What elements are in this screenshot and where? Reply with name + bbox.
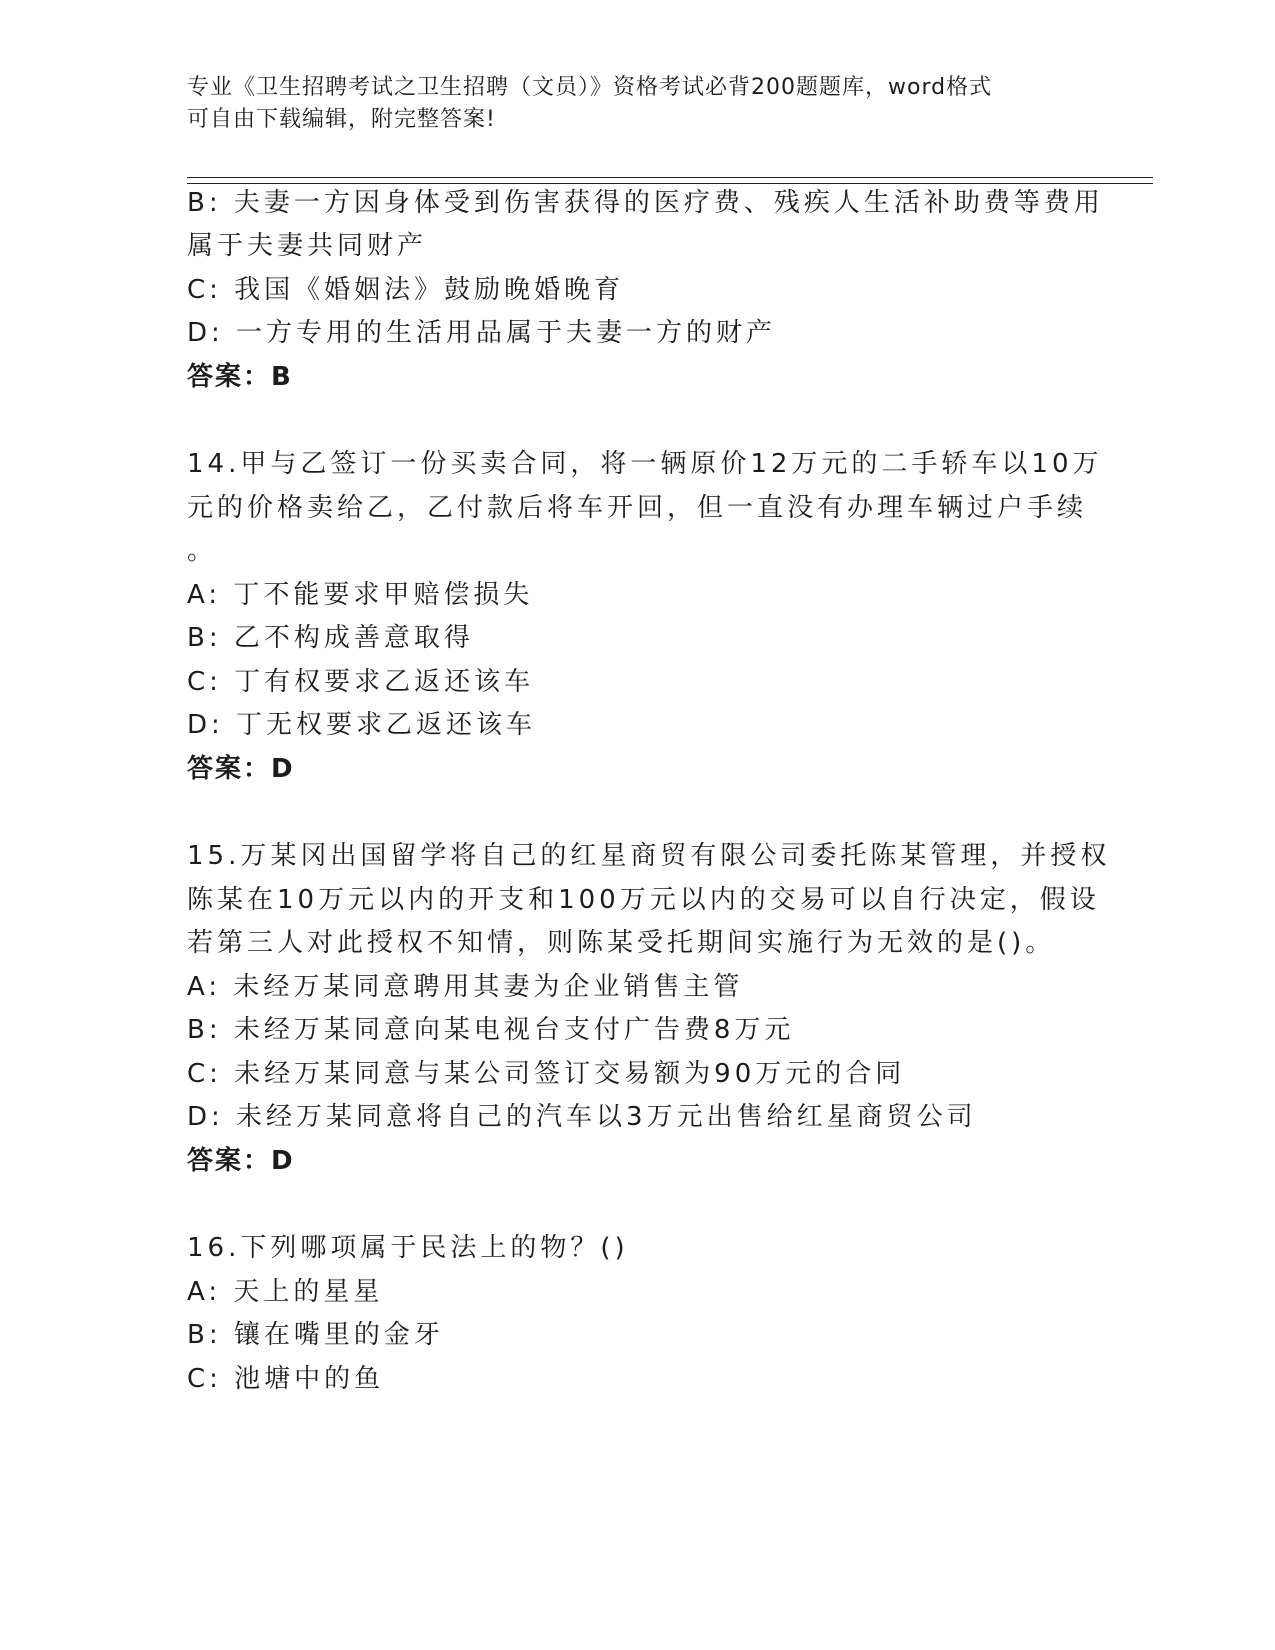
q16-option-a: A: 天上的星星	[187, 1277, 384, 1307]
q15-stem-line-3: 若第三人对此授权不知情，则陈某受托期间实施行为无效的是()。	[187, 928, 1056, 958]
q15-answer: 答案：D	[187, 1146, 295, 1176]
q14-option-b: B: 乙不构成善意取得	[187, 623, 474, 653]
q14-stem-line-2: 元的价格卖给乙，乙付款后将车开回，但一直没有办理车辆过户手续	[187, 493, 1088, 523]
q13-option-d: D: 一方专用的生活用品属于夫妻一方的财产	[187, 318, 777, 348]
header-title-line-2: 可自由下载编辑，附完整答案!	[187, 107, 496, 132]
q16-option-c: C: 池塘中的鱼	[187, 1364, 385, 1394]
q14-option-c: C: 丁有权要求乙返还该车	[187, 667, 535, 697]
q16-option-b: B: 镶在嘴里的金牙	[187, 1320, 444, 1350]
q15-stem-line-1: 15.万某冈出国留学将自己的红星商贸有限公司委托陈某管理，并授权	[187, 841, 1111, 871]
document-header	[187, 72, 1087, 136]
q14-option-a: A: 丁不能要求甲赔偿损失	[187, 580, 534, 610]
header-title-line-1: 专业《卫生招聘考试之卫生招聘（文员）》资格考试必背200题题库，word格式	[187, 75, 993, 100]
q13-option-c: C: 我国《婚姻法》鼓励晚婚晚育	[187, 275, 625, 305]
q14-option-d: D: 丁无权要求乙返还该车	[187, 710, 537, 740]
q14-answer: 答案：D	[187, 754, 295, 784]
q14-stem-line-3: 。	[187, 536, 218, 566]
q13-answer: 答案：B	[187, 362, 293, 392]
q15-stem-line-2: 陈某在10万元以内的开支和100万元以内的交易可以自行决定，假设	[187, 885, 1100, 915]
q15-option-d: D: 未经万某同意将自己的汽车以3万元出售给红星商贸公司	[187, 1102, 977, 1132]
q16-stem-line-1: 16.下列哪项属于民法上的物？()	[187, 1233, 629, 1263]
q15-option-b: B: 未经万某同意向某电视台支付广告费8万元	[187, 1015, 795, 1045]
header-divider-top	[187, 177, 1153, 178]
q15-option-a: A: 未经万某同意聘用其妻为企业销售主管	[187, 972, 744, 1002]
q13-option-b-line-2: 属于夫妻共同财产	[187, 231, 428, 261]
q13-option-b-line-1: B: 夫妻一方因身体受到伤害获得的医疗费、残疾人生活补助费等费用	[187, 188, 1104, 218]
q15-option-c: C: 未经万某同意与某公司签订交易额为90万元的合同	[187, 1059, 906, 1089]
q14-stem-line-1: 14.甲与乙签订一份买卖合同，将一辆原价12万元的二手轿车以10万	[187, 449, 1103, 479]
